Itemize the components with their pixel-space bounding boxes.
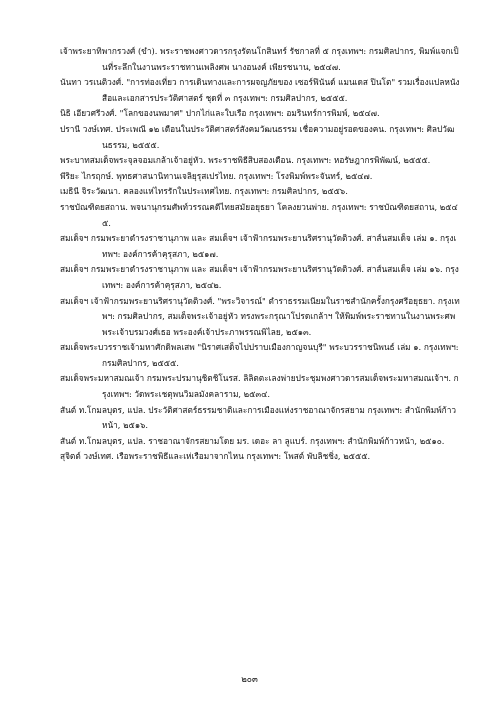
bibliography-entry: สันต์ ท.โกมลบุตร, แปล. ราชอาณาจักรสยามโดย มร. เดอะ ลา ลูแบร์. กรุงเทพฯ: สำนักพิมพ์ก้าวหน้า, ๒๕๑๐. [60, 435, 445, 446]
bibliography-entry: สันต์ ท.โกมลบุตร, แปล. ประวัติศาสตร์ธรรมชาติและการเมืองแห่งราชอาณาจักรสยาม กรุงเทพฯ: สำนักพิมพ์ก้าวหน้า, ๒๕๑๖. [60, 404, 457, 431]
bibliography-entry: ราชบัณฑิตยสถาน. พจนานุกรมศัพท์วรรณคดีไทยสมัยอยุธยา โคลงยวนพ่าย. กรุงเทพฯ: ราชบัณฑิตยสถาน, ๒๕๔๕. [60, 201, 458, 228]
bibliography-entry: เจ้าพระยาทิพากรวงศ์ (ขำ). พระราชพงศาวดารกรุงรัตนโกสินทร์ รัชกาลที่ ๕ กรุงเทพฯ: กรมศิลปากร, พิมพ์แจกเป็นที่ระลึกในงานพระราชทานเพลิงศพ นางอนงค์ เพียรชนาน, ๒๕๔๗. [60, 46, 459, 72]
bibliography-entry: สมเด็จฯ เจ้าฟ้ากรมพระยานริศรานุวัดติวงศ์. "พระวิจารณ์" ตำราธรรมเนียมในราชสำนักครั้งกรุงศรีอยุธยา. กรุงเทพฯ: กรมศิลปากร, สมเด็จพระเจ้าอยู่หัว ทรงพระกรุณาโปรดเกล้าฯ ให้พิมพ์พระราชทานในงานพระศพ พระเจ้าบรมวงศ์เธอ พระองค์เจ้าประภาพรรณพิไลย, ๒๕๑๓. [60, 295, 460, 337]
page-number: ๒๐๓ [241, 675, 258, 685]
bibliography-entry: พระบาทสมเด็จพระจุลจอมเกล้าเจ้าอยู่หัว. พระราชพิธีสิบสองเดือน. กรุงเทพฯ: หอรัษฎากรพิพัฒน์, ๒๕๕๕. [60, 155, 431, 166]
bibliography-entry: สมเด็จพระมหาสมณเจ้า กรมพระปรมานุชิตชิโนรส. ลิลิตตะเลงพ่ายประชุมพงศาวดารสมเด็จพระมหาสมณเจ้าฯ. กรุงเทพฯ: วัดพระเชตุพนวิมลมังคลาราม, ๒๕๓๔. [60, 373, 459, 400]
bibliography-entry: พีริยะ ไกรฤกษ์. พุทธศาสนานิทานเจลิยุรุสเปรไทย. กรุงเทพฯ: โรงพิมพ์พระจันทร์, ๒๕๔๗. [60, 170, 373, 181]
bibliography-entry: สมเด็จฯ กรมพระยาดำรงราชานุภาพ และ สมเด็จฯ เจ้าฟ้ากรมพระยานริศรานุวัดติวงศ์. สาส์นสมเด็จ เล่ม ๑๖. กรุงเทพฯ: องค์การค้าคุรุสภา, ๒๕๔๒. [60, 264, 459, 290]
bibliography-entry: เมธินี จิระวัฒนา. คลองแห่ไทรรักในประเทศไทย. กรุงเทพฯ: กรมศิลปากร, ๒๕๕๖. [60, 186, 348, 197]
bibliography-entry: นิธิ เอียวศรีวงศ์. "โลกของนพมาศ" ปากไก่และใบเรือ กรุงเทพฯ: อมรินทร์การพิมพ์, ๒๕๔๗. [60, 108, 380, 119]
bibliography-entry: สมเด็จพระบวรราชเจ้ามหาศักดิพลเสพ "นิราศเสด็จไปปราบเมืองกาญจนบุรี" พระบวรราชนิพนธ์ เล่ม ๑. กรุงเทพฯ: กรมศิลปากร, ๒๕๕๕. [60, 342, 459, 368]
bibliography-entry: สมเด็จฯ กรมพระยาดำรงราชานุภาพ และ สมเด็จฯ เจ้าฟ้ากรมพระยานริศรานุวัดติวงศ์. สาส์นสมเด็จ เล่ม ๑. กรุงเทพฯ: องค์การค้าคุรุสภา, ๒๕๑๗. [60, 233, 457, 259]
bibliography-entry: สุจิตต์ วงษ์เทศ. เรือพระราชพิธีและเห่เรือมาจากไหน กรุงเทพฯ: โพสต์ พับลิชชิ่ง, ๒๕๕๕. [60, 451, 371, 462]
bibliography-list [60, 44, 460, 465]
bibliography-entry: ปรานี วงษ์เทศ. ประเพณี ๑๒ เดือนในประวัติศาสตร์สังคมวัฒนธรรม เชื่อความอยู่รอดของคน. กรุงเทพฯ: ศิลปวัฒนธรรม, ๒๕๕๕. [60, 123, 455, 150]
bibliography-entry: นันทา วรเนติวงศ์. "การท่องเที่ยว การเดินทางและการผจญภัยของ เซอร์ฟินันด์ แมนเดส ปินโต" รวมเรื่องแปลหนังสือและเอกสารประวัติศาสตร์ ชุดที่ ๓ กรุงเทพฯ: กรมศิลปากร, ๒๕๕๕. [60, 77, 460, 103]
